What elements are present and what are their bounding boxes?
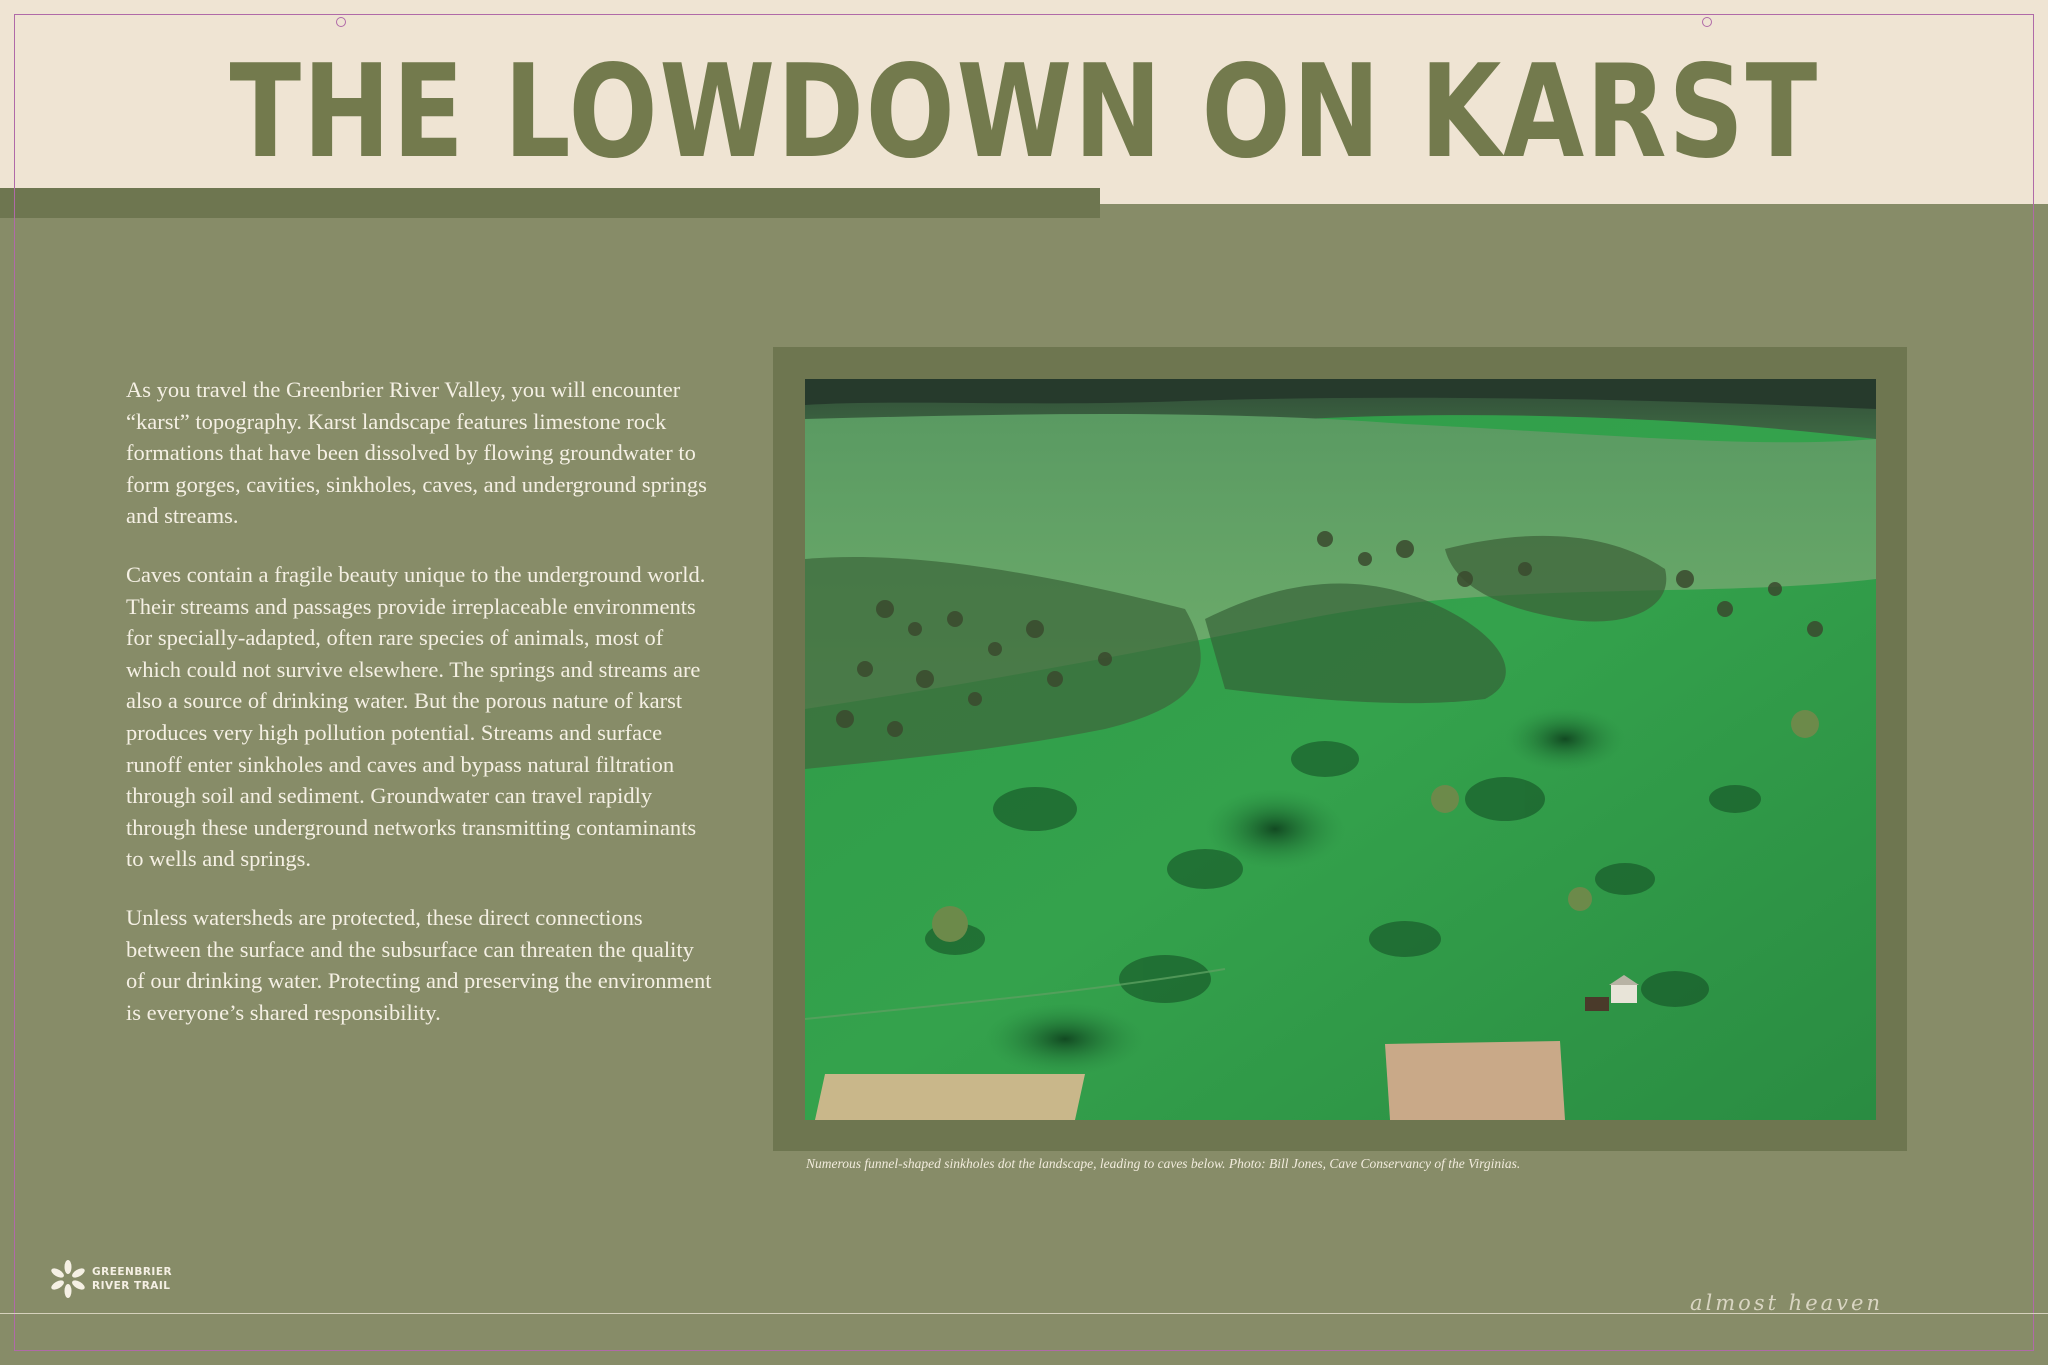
paragraph-watersheds: Unless watersheds are protected, these direct connections between the surface and the subsurface can threaten the quality of our drinking water. Protecting and preserving the environment is everyone’s shared responsibility.	[126, 904, 712, 1025]
photo-caption: Numerous funnel-shaped sinkholes dot the landscape, leading to caves below. Photo: Bill Jones, Cave Conservancy of the Virginias.	[806, 1156, 1521, 1171]
karst-landscape-photo	[805, 379, 1876, 1120]
flower-logo-icon	[48, 1259, 88, 1299]
greenbrier-river-trail-logo	[48, 1259, 172, 1299]
registration-mark-left	[336, 17, 346, 27]
page-title: THE LOWDOWN ON KARST	[229, 38, 1819, 187]
body-text	[126, 374, 716, 1055]
paragraph-intro: As you travel the Greenbrier River Valley, you will encounter “karst” topography. Karst landscape features limestone rock formations that have been dissolved by flowing groundwater to form gorges, cavities, sinkholes, caves, and underground springs and streams.	[126, 377, 707, 529]
paragraph-caves: Caves contain a fragile beauty unique to the underground world. Their streams and passages provide irreplaceable environments for specially-adapted, often rare species of animals, most of which could not survive elsewhere. The springs and streams are also a source of drinking water. But the porous nature of karst produces very high pollution potential. Streams and surface runoff enter sinkholes and caves and bypass natural filtration through soil and sediment. Groundwater can travel rapidly through these underground networks transmitting contaminants to wells and springs.	[126, 561, 706, 872]
photo-frame	[773, 347, 1907, 1151]
logo-line-2: RIVER TRAIL	[92, 1280, 171, 1292]
logo-line-1: GREENBRIER	[92, 1266, 173, 1278]
header-accent-bar	[0, 188, 1100, 218]
tagline: almost heaven	[1690, 1291, 1883, 1315]
registration-mark-right	[1702, 17, 1712, 27]
